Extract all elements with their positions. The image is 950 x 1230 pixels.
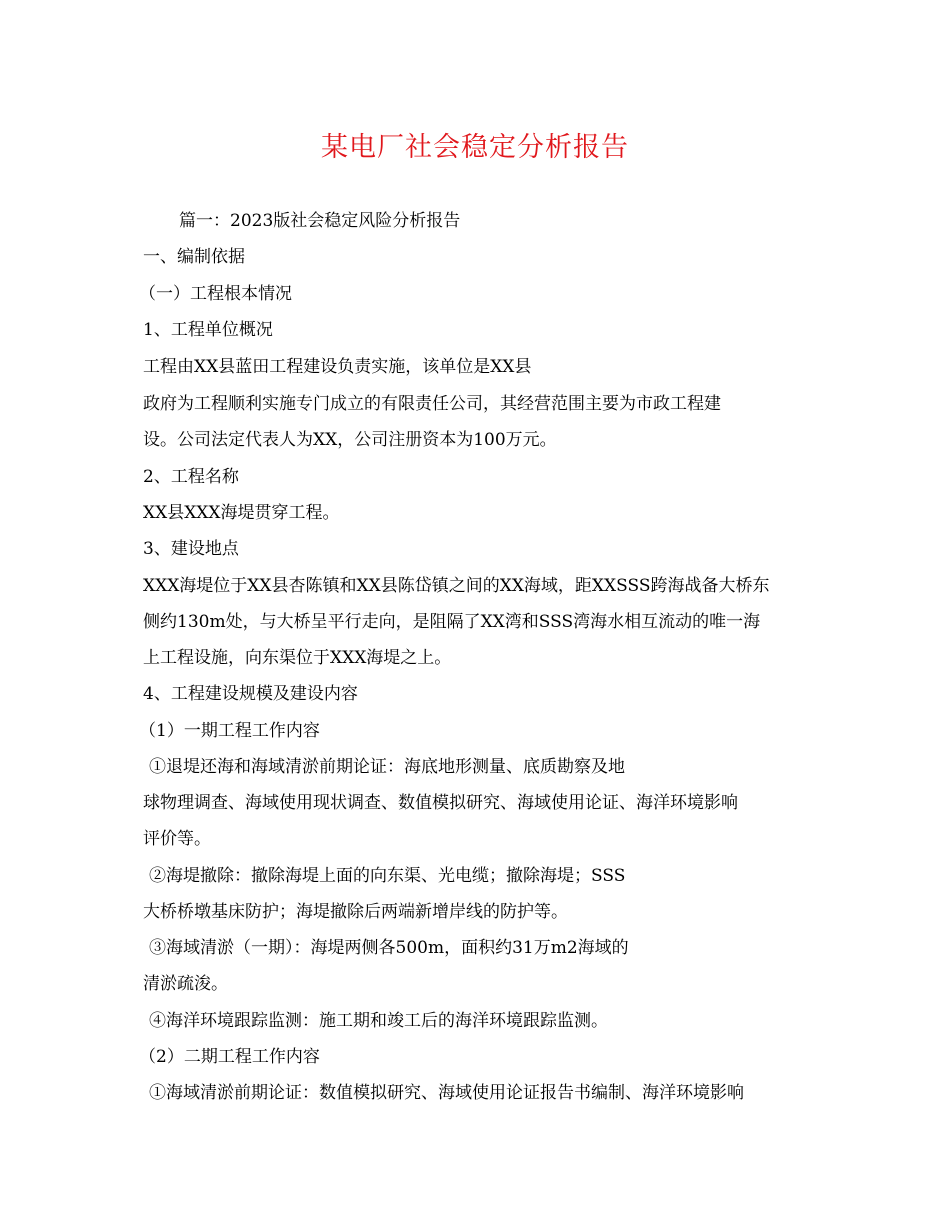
paragraph-line: 大桥桥墩基床防护；海堤撤除后两端新增岸线的防护等。 [143,902,568,922]
heading: 一、编制依据 [143,247,245,267]
paragraph-line: 清淤疏浚。 [143,974,228,994]
paragraph-line: 政府为工程顺利实施专门成立的有限责任公司，其经营范围主要为市政工程建 [143,394,721,414]
subheading: （一）工程根本情况 [139,284,292,304]
paragraph-line: XXX海堤位于XX县杏陈镇和XX县陈岱镇之间的XX海域，距XXSSS跨海战备大桥东 [143,576,770,596]
paragraph-line: 球物理调查、海域使用现状调查、数值模拟研究、海域使用论证、海洋环境影响 [143,793,738,813]
list-item: ④海洋环境跟踪监测：施工期和竣工后的海洋环境跟踪监测。 [149,1011,608,1031]
list-item: ②海堤撤除：撤除海堤上面的向东渠、光电缆；撤除海堤；SSS [149,866,626,886]
section-heading: 篇一：2023版社会稳定风险分析报告 [179,211,461,231]
list-item: ①海域清淤前期论证：数值模拟研究、海域使用论证报告书编制、海洋环境影响 [149,1083,744,1103]
list-item: ③海域清淤（一期）：海堤两侧各500m，面积约31万m2海域的 [149,938,629,958]
numbered-heading: 1、工程单位概况 [143,320,273,340]
paragraph-line: 设。公司法定代表人为XX，公司注册资本为100万元。 [143,430,557,450]
list-item: ①退堤还海和海域清淤前期论证：海底地形测量、底质勘察及地 [149,757,625,777]
numbered-heading: 3、建设地点 [143,539,239,559]
paragraph-line: 评价等。 [143,829,211,849]
numbered-heading: 4、工程建设规模及建设内容 [143,684,358,704]
paragraph-line: 上工程设施，向东渠位于XXX海堤之上。 [143,648,452,668]
paragraph-line: 侧约130m处，与大桥呈平行走向，是阻隔了XX湾和SSS湾海水相互流动的唯一海 [143,612,761,632]
numbered-heading: 2、工程名称 [143,467,239,487]
paragraph-line: 工程由XX县蓝田工程建设负责实施，该单位是XX县 [143,357,532,377]
subheading: （2）二期工程工作内容 [139,1047,320,1067]
document-title: 某电厂社会稳定分析报告 [321,132,629,163]
subheading: （1）一期工程工作内容 [139,721,320,741]
paragraph-line: XX县XXX海堤贯穿工程。 [143,503,340,523]
